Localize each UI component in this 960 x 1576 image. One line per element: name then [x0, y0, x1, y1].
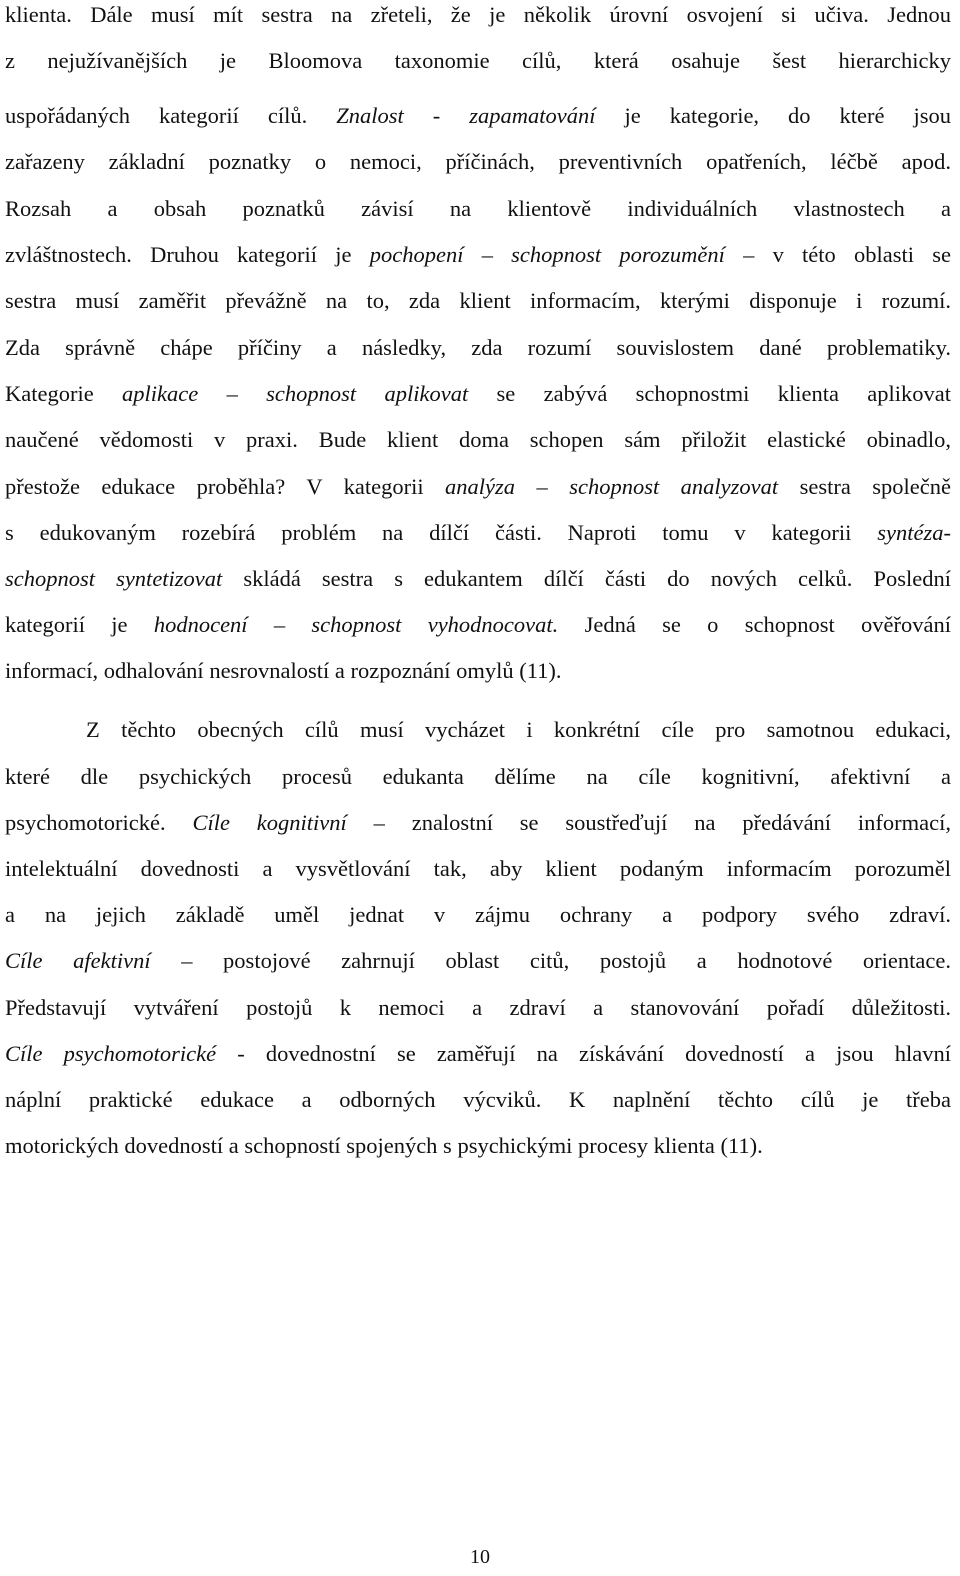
text-line: [5, 854, 951, 884]
text-line: [5, 101, 951, 131]
text-span: sestra musí zaměřit převážně na to, zda klient informacím, kterými disponuje i rozumí.: [5, 288, 951, 313]
text-span: sestra společně: [778, 474, 951, 499]
italic-term: Cíle afektivní: [5, 948, 151, 973]
text-line: [5, 0, 951, 30]
text-line: [5, 240, 951, 270]
text-span: zařazeny základní poznatky o nemoci, příčinách, preventivních opatřeních, léčbě apod.: [5, 149, 951, 174]
text-line: [5, 194, 951, 224]
text-span: které dle psychických procesů edukanta dělíme na cíle kognitivní, afektivní a: [5, 764, 951, 789]
text-line: [86, 715, 951, 745]
text-span: Z těchto obecných cílů musí vycházet i konkrétní cíle pro samotnou edukaci,: [86, 717, 951, 742]
text-span: - dovednostní se zaměřují na získávání dovedností a jsou hlavní: [216, 1041, 951, 1066]
italic-term: Znalost - zapamatování: [336, 103, 596, 128]
text-line: [5, 286, 951, 316]
text-span: intelektuální dovednosti a vysvětlování tak, aby klient podaným informacím porozuměl: [5, 856, 951, 881]
text-span: přestože edukace proběhla? V kategorii: [5, 474, 446, 499]
text-line: [5, 808, 951, 838]
text-line: [5, 1039, 951, 1069]
text-span: Jedná se o schopnost ověřování: [558, 612, 952, 637]
text-span: uspořádaných kategorií cílů.: [5, 103, 337, 128]
text-span: – v této oblasti se: [724, 242, 952, 267]
text-line: [5, 147, 951, 177]
text-span: z nejužívanějších je Bloomova taxonomie cílů, která osahuje šest hierarchicky: [5, 48, 951, 73]
text-span: kategorií je: [5, 612, 154, 637]
italic-term: Cíle psychomotorické: [5, 1041, 217, 1066]
text-line: [5, 1085, 951, 1115]
italic-term: pochopení – schopnost porozumění: [369, 242, 725, 267]
text-line: [5, 762, 951, 792]
italic-term: aplikace – schopnost aplikovat: [122, 381, 469, 406]
text-line: [5, 46, 951, 76]
text-span: motorických dovedností a schopností spojených s psychickými procesy klienta (11).: [5, 1133, 763, 1158]
text-line: [5, 900, 951, 930]
text-span: Zda správně chápe příčiny a následky, zda rozumí souvislostem dané problematiky.: [5, 335, 951, 360]
text-line: [5, 518, 951, 548]
italic-term: Cíle kognitivní: [192, 810, 347, 835]
text-line: [5, 993, 951, 1023]
text-span: naučené vědomosti v praxi. Bude klient doma schopen sám přiložit elastické obinadlo,: [5, 427, 951, 452]
text-span: – postojové zahrnují oblast citů, postojů a hodnotové orientace.: [150, 948, 951, 973]
text-span: Rozsah a obsah poznatků závisí na klientově individuálních vlastnostech a: [5, 196, 951, 221]
text-line: [5, 333, 951, 363]
text-span: zvláštnostech. Druhou kategorií je: [5, 242, 370, 267]
text-line: [5, 946, 951, 976]
text-span: náplní praktické edukace a odborných výcviků. K naplnění těchto cílů je třeba: [5, 1087, 951, 1112]
text-span: se zabývá schopnostmi klienta aplikovat: [468, 381, 951, 406]
text-span: psychomotorické.: [5, 810, 193, 835]
text-span: skládá sestra s edukantem dílčí části do nových celků. Poslední: [222, 566, 951, 591]
text-span: klienta. Dále musí mít sestra na zřeteli, že je několik úrovní osvojení si učiva. Jednou: [5, 2, 951, 27]
text-span: Představují vytváření postojů k nemoci a zdraví a stanovování pořadí důležitosti.: [5, 995, 951, 1020]
text-span: – znalostní se soustřeďují na předávání informací,: [346, 810, 951, 835]
text-line: [5, 472, 951, 502]
text-line: [5, 610, 951, 640]
text-span: a na jejich základě uměl jednat v zájmu ochrany a podpory svého zdraví.: [5, 902, 951, 927]
text-span: Kategorie: [5, 381, 123, 406]
text-line: [5, 564, 951, 594]
text-line: [5, 656, 951, 686]
text-line: [5, 1131, 951, 1161]
page-number: 10: [470, 1546, 490, 1568]
text-span: je kategorie, do které jsou: [595, 103, 952, 128]
text-span: informací, odhalování nesrovnalostí a rozpoznání omylů (11).: [5, 658, 562, 683]
italic-term: hodnocení – schopnost vyhodnocovat.: [153, 612, 559, 637]
text-line: [5, 425, 951, 455]
italic-term: syntéza-: [877, 520, 951, 545]
italic-term: schopnost syntetizovat: [5, 566, 223, 591]
text-span: s edukovaným rozebírá problém na dílčí části. Naproti tomu v kategorii: [5, 520, 878, 545]
italic-term: analýza – schopnost analyzovat: [445, 474, 779, 499]
text-line: [5, 379, 951, 409]
